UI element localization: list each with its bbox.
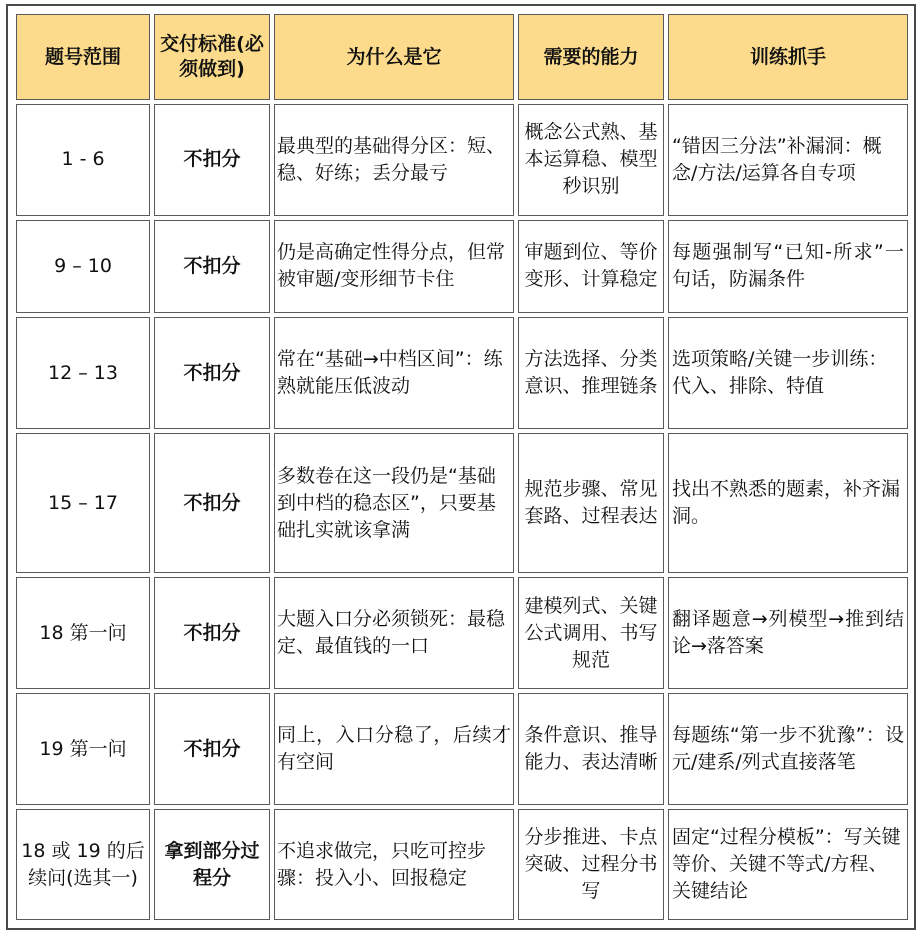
- cell-why: 仍是高确定性得分点，但常被审题/变形细节卡住: [274, 220, 514, 313]
- cell-grip: 选项策略/关键一步训练：代入、排除、特值: [668, 317, 908, 429]
- header-ability: 需要的能力: [518, 14, 664, 100]
- header-grip: 训练抓手: [668, 14, 908, 100]
- cell-ability: 审题到位、等价变形、计算稳定: [518, 220, 664, 313]
- cell-range: 9 – 10: [16, 220, 150, 313]
- header-row: [16, 14, 908, 100]
- cell-grip: 每题练“第一步不犹豫”：设元/建系/列式直接落笔: [668, 693, 908, 805]
- cell-ability: 方法选择、分类意识、推理链条: [518, 317, 664, 429]
- cell-grip: 固定“过程分模板”：写关键等价、关键不等式/方程、关键结论: [668, 809, 908, 920]
- cell-range: 19 第一问: [16, 693, 150, 805]
- cell-standard: 不扣分: [154, 693, 270, 805]
- cell-grip: 翻译题意→列模型→推到结论→落答案: [668, 577, 908, 689]
- cell-standard: 不扣分: [154, 104, 270, 216]
- table-frame: [6, 4, 916, 930]
- table-row: [16, 809, 908, 920]
- cell-range: 18 或 19 的后续问(选其一): [16, 809, 150, 920]
- cell-why: 同上，入口分稳了，后续才有空间: [274, 693, 514, 805]
- table-row: [16, 693, 908, 805]
- header-range: 题号范围: [16, 14, 150, 100]
- cell-grip: 每题强制写“已知-所求”一句话，防漏条件: [668, 220, 908, 313]
- cell-grip: 找出不熟悉的题素，补齐漏洞。: [668, 433, 908, 573]
- training-plan-table: [12, 10, 912, 924]
- cell-ability: 条件意识、推导能力、表达清晰: [518, 693, 664, 805]
- cell-why: 多数卷在这一段仍是“基础到中档的稳态区”，只要基础扎实就该拿满: [274, 433, 514, 573]
- table-row: [16, 104, 908, 216]
- cell-range: 18 第一问: [16, 577, 150, 689]
- cell-standard: 不扣分: [154, 577, 270, 689]
- cell-standard: 不扣分: [154, 433, 270, 573]
- cell-ability: 分步推进、卡点突破、过程分书写: [518, 809, 664, 920]
- cell-range: 15 – 17: [16, 433, 150, 573]
- cell-ability: 概念公式熟、基本运算稳、模型秒识别: [518, 104, 664, 216]
- cell-standard: 不扣分: [154, 220, 270, 313]
- table-row: [16, 577, 908, 689]
- table-row: [16, 220, 908, 313]
- cell-why: 大题入口分必须锁死：最稳定、最值钱的一口: [274, 577, 514, 689]
- cell-ability: 建模列式、关键公式调用、书写规范: [518, 577, 664, 689]
- cell-why: 常在“基础→中档区间”：练熟就能压低波动: [274, 317, 514, 429]
- cell-ability: 规范步骤、常见套路、过程表达: [518, 433, 664, 573]
- cell-why: 不追求做完，只吃可控步骤：投入小、回报稳定: [274, 809, 514, 920]
- cell-why: 最典型的基础得分区：短、稳、好练；丢分最亏: [274, 104, 514, 216]
- cell-range: 12 – 13: [16, 317, 150, 429]
- cell-standard: 拿到部分过程分: [154, 809, 270, 920]
- header-standard: 交付标准(必须做到): [154, 14, 270, 100]
- cell-grip: “错因三分法”补漏洞：概念/方法/运算各自专项: [668, 104, 908, 216]
- cell-range: 1 - 6: [16, 104, 150, 216]
- header-why: 为什么是它: [274, 14, 514, 100]
- table-row: [16, 317, 908, 429]
- cell-standard: 不扣分: [154, 317, 270, 429]
- table-row: [16, 433, 908, 573]
